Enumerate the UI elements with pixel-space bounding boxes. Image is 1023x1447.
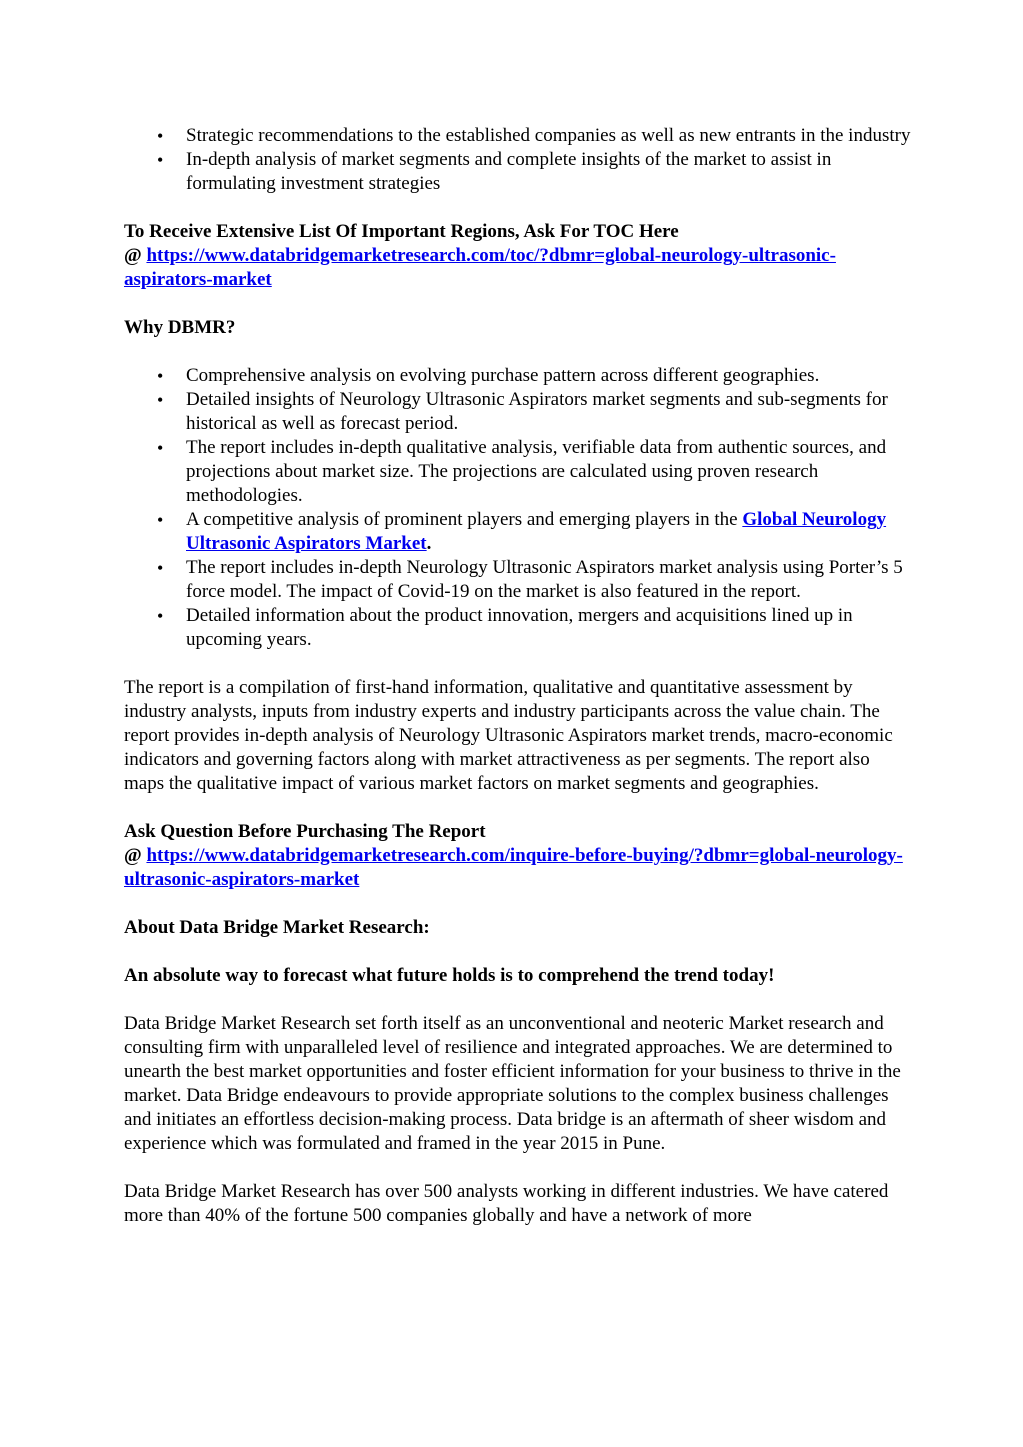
list-item: • Strategic recommendations to the established companies as well as new entrants in the industry (124, 124, 914, 148)
list-item: • Detailed insights of Neurology Ultrasonic Aspirators market segments and sub-segments for historical as well as forecast period. (124, 388, 914, 436)
about-tagline: An absolute way to forecast what future holds is to comprehend the trend today! (124, 965, 775, 986)
global-market-link[interactable]: Global Neurology Ultrasonic Aspirators Market (186, 509, 887, 554)
list-item-competitive (124, 508, 914, 556)
competitive-text: A competitive analysis of prominent players and emerging players in the (186, 509, 743, 530)
list-item: • Comprehensive analysis on evolving purchase pattern across different geographies. (124, 364, 914, 388)
ask-link[interactable]: https://www.databridgemarketresearch.com/inquire-before-buying/?dbmr=global-neurology-ultrasonic-aspirators-market (124, 845, 903, 890)
about-paragraph-2: Data Bridge Market Research has over 500 analysts working in different industries. We have catered more than 40% of the fortune 500 companies globally and have a network of more (124, 1181, 889, 1226)
top-bullet-list (124, 124, 914, 196)
ask-link-line (124, 844, 914, 892)
toc-link[interactable]: https://www.databridgemarketresearch.com/toc/?dbmr=global-neurology-ultrasonic-aspirators-market (124, 245, 836, 290)
toc-heading: To Receive Extensive List Of Important Regions, Ask For TOC Here (124, 221, 679, 242)
list-item: • In-depth analysis of market segments and complete insights of the market to assist in formulating investment strategies (124, 148, 914, 196)
document-page (124, 124, 914, 1228)
list-item: • The report includes in-depth qualitative analysis, verifiable data from authentic sources, and projections about market size. The projections are calculated using proven research methodologies. (124, 436, 914, 508)
list-item: • The report includes in-depth Neurology Ultrasonic Aspirators market analysis using Porter’s 5 force model. The impact of Covid-19 on the market is also featured in the report. (124, 556, 914, 604)
toc-prefix: @ (124, 245, 147, 266)
competitive-end: . (426, 533, 432, 554)
ask-prefix: @ (124, 845, 147, 866)
ask-heading: Ask Question Before Purchasing The Report (124, 821, 486, 842)
why-bullet-list (124, 364, 914, 652)
compilation-paragraph: The report is a compilation of first-hand information, qualitative and quantitative assessment by industry analysts, inputs from industry experts and industry participants across the value chain. The report provides in-depth analysis of Neurology Ultrasonic Aspirators market trends, macro-economic indicators and governing factors along with market attractiveness as per segments. The report also maps the qualitative impact of various market factors on market segments and geographies. (124, 677, 893, 794)
about-heading: About Data Bridge Market Research: (124, 917, 430, 938)
toc-link-line (124, 244, 914, 292)
why-dbmr-heading: Why DBMR? (124, 317, 236, 338)
about-paragraph-1: Data Bridge Market Research set forth itself as an unconventional and neoteric Market research and consulting firm with unparalleled level of resilience and integrated approaches. We are determined to unearth the best market opportunities and foster efficient information for your business to thrive in the market. Data Bridge endeavours to provide appropriate solutions to the complex business challenges and initiates an effortless decision-making process. Data bridge is an aftermath of sheer wisdom and experience which was formulated and framed in the year 2015 in Pune. (124, 1013, 901, 1154)
list-item: • Detailed information about the product innovation, mergers and acquisitions lined up in upcoming years. (124, 604, 914, 652)
